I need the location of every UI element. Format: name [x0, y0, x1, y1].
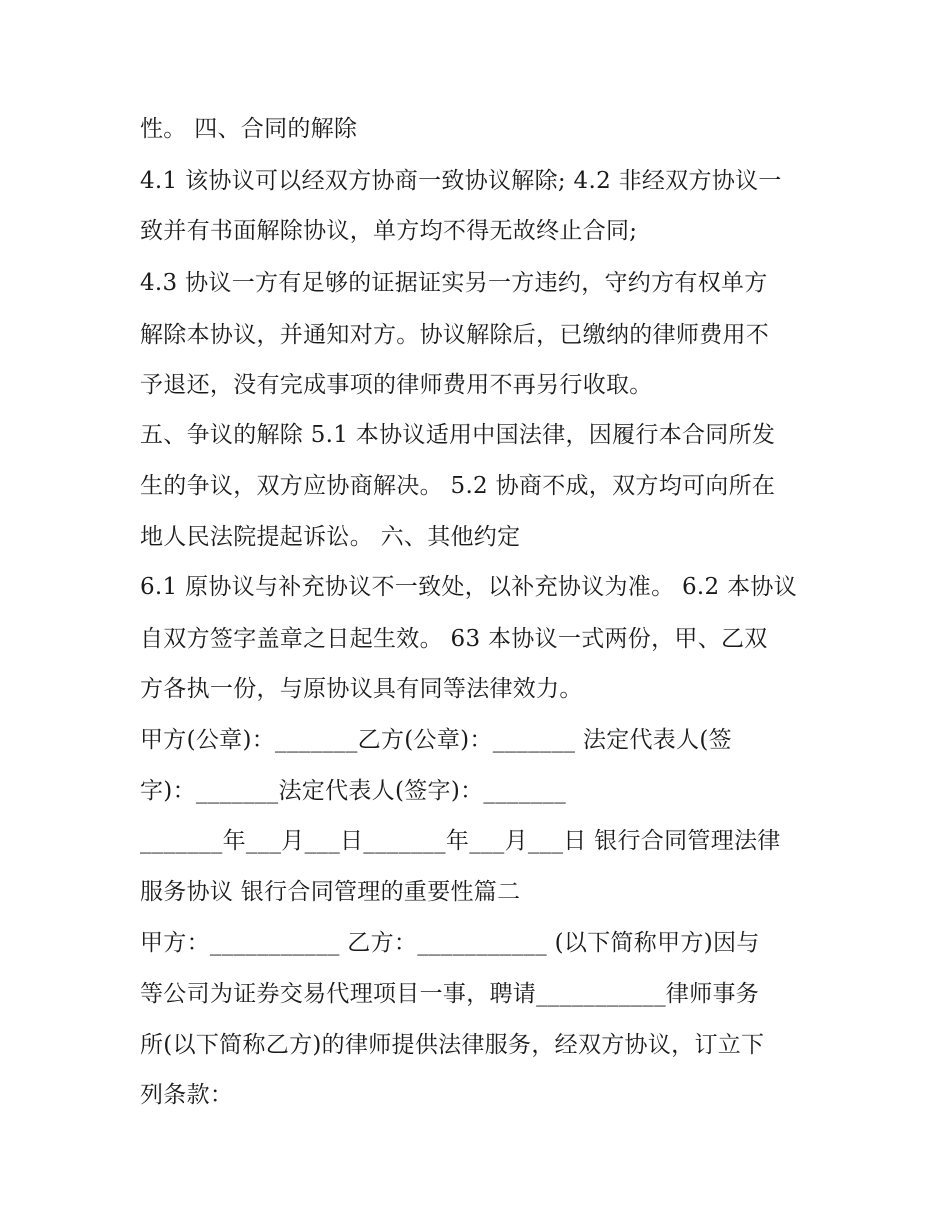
text-line: 予退还，没有完成事项的律师费用不再另行收取。 [140, 372, 653, 398]
text-line: 服务协议 银行合同管理的重要性篇二 [140, 879, 521, 905]
text-line: 解除本协议，并通知对方。协议解除后，已缴纳的律师费用不 [140, 322, 770, 348]
text-line: 4.3 协议一方有足够的证据证实另一方违约，守约方有权单方 [140, 270, 768, 296]
text-line: 甲方(公章)：_______乙方(公章)：_______ 法定代表人(签 [140, 727, 732, 753]
text-line: 五、争议的解除 5.1 本协议适用中国法律，因履行本合同所发 [140, 422, 776, 448]
text-line: 方各执一份，与原协议具有同等法律效力。 [140, 676, 583, 702]
text-line: 地人民法院提起诉讼。 六、其他约定 [140, 524, 521, 550]
text-line: 生的争议，双方应协商解决。 5.2 协商不成，双方均可向所在 [140, 473, 776, 499]
text-line: 4.1 该协议可以经双方协商一致协议解除; 4.2 非经双方协议一 [140, 168, 782, 194]
text-line: 甲方：___________ 乙方：___________ (以下简称甲方)因与 [140, 930, 760, 956]
text-line: 致并有书面解除协议，单方均不得无故终止合同; [140, 218, 638, 244]
text-line: 字)：_______法定代表人(签字)：_______ [140, 778, 567, 804]
text-line: 自双方签字盖章之日起生效。 63 本协议一式两份，甲、乙双 [140, 626, 768, 652]
text-line: 所(以下简称乙方)的律师提供法律服务，经双方协议，订立下 [140, 1032, 765, 1058]
text-line: 列条款： [140, 1082, 234, 1108]
text-line: 6.1 原协议与补充协议不一致处，以补充协议为准。 6.2 本协议 [140, 574, 797, 600]
text-line: 等公司为证券交易代理项目一事，聘请___________律师事务 [140, 981, 760, 1007]
text-line: _______年___月___日_______年___月___日 银行合同管理法律 [140, 828, 781, 854]
text-line: 性。 四、合同的解除 [140, 116, 358, 142]
